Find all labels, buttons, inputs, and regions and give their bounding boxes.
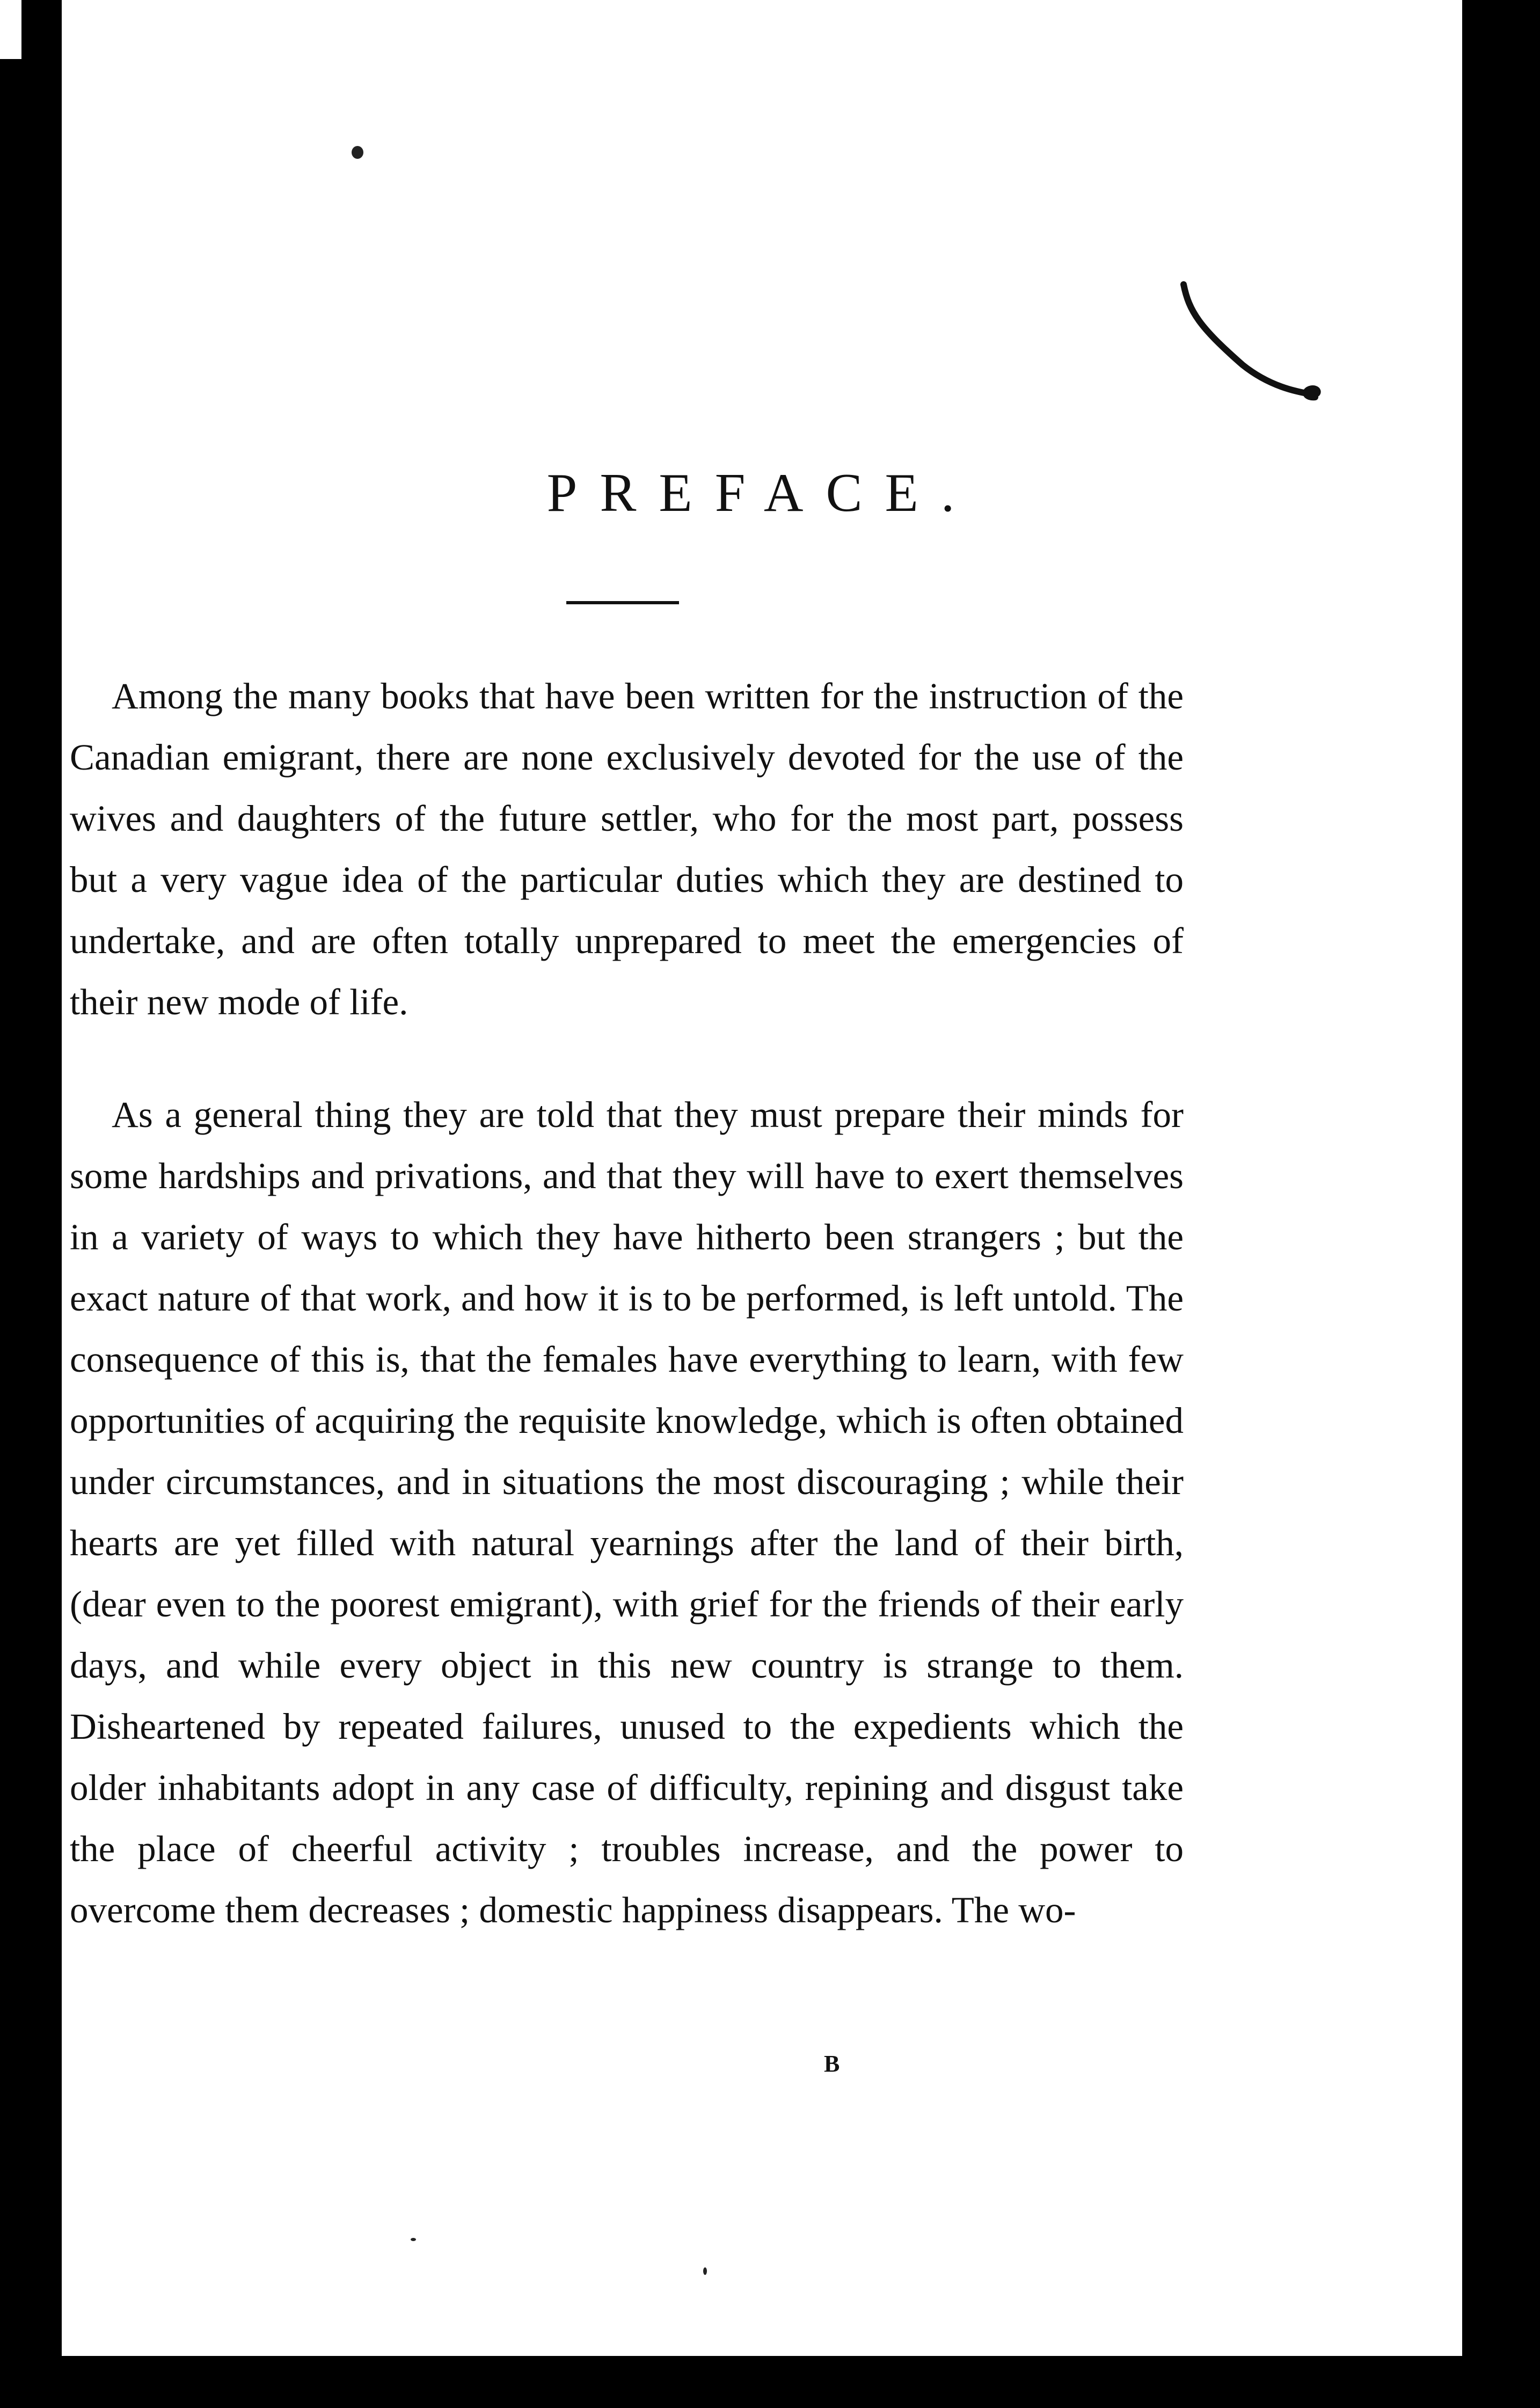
page-title: PREFACE.: [546, 463, 977, 523]
preface-paragraph-2: As a general thing they are told that they must prepare their minds for some hardships and privations, and that they will have to exert themselves in a variety of ways to which they have hitherto been strangers ; but the exact nature of that work, and how it is to be performed, is left untold. The consequence of this is, that the females have everything to learn, with few opportunities of acquiring the requisite knowledge, which is often obtained under circumstances, and in situations the most discouraging ; while their hearts are yet filled with natural yearnings after the land of their birth, (dear even to the poorest emigrant), with grief for the friends of their early days, and while every object in this new country is strange to them. Disheartened by repeated failures, unused to the expedients which the older inhabitants adopt in any case of difficulty, repining and disgust take the place of cheerful activity ; troubles increase, and the power to overcome them decreases ; domestic happiness disappears. The wo-: [70, 1094, 1184, 1930]
pencil-mark: [1178, 279, 1329, 408]
ink-speck: [703, 2267, 707, 2275]
ink-speck: [352, 146, 363, 159]
signature-mark: B: [824, 2051, 840, 2077]
ink-speck: [411, 2238, 416, 2241]
scan-edge-mark: [0, 0, 21, 59]
scan-left-border: [0, 0, 62, 2408]
title-rule: [566, 601, 679, 604]
book-page: [62, 0, 1462, 2356]
preface-paragraph-1: Among the many books that have been written for the instruction of the Canadian emigrant, there are none exclusively devoted for the use of the wives and daughters of the future settler, who for the most part, possess but a very vague idea of the particular duties which they are destined to undertake, and are often totally unprepared to meet the emergencies of their new mode of life.: [70, 676, 1184, 1022]
